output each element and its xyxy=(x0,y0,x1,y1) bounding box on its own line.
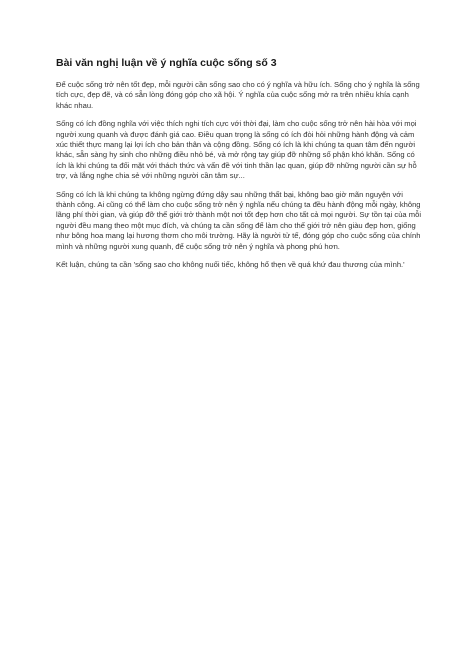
document-title: Bài văn nghị luận về ý nghĩa cuộc sống số 3 xyxy=(56,57,277,69)
document-body xyxy=(56,56,422,279)
paragraph-body-2: Sống có ích là khi chúng ta không ngừng đứng dậy sau những thất bại, không bao giờ mãn nguyện với thành công. Ai cũng có thể làm cho cuộc sống trở nên ý nghĩa nếu chúng ta đều hành động mỗi ngày, không lãng phí thời gian, và giúp đỡ thế giới trở thành một nơi tốt đẹp hơn cho tất cả mọi người. Sự tồn tại của mỗi người đều mang theo một mục đích, và chúng ta cần sống để làm cho thế giới trở nên giàu đẹp hơn, giống như bông hoa mang lại hương thơm cho môi trường. Hãy là người tử tế, đóng góp cho cuộc sống của chính mình và những người xung quanh, để cuộc sống trở nên ý nghĩa và phong phú hơn. xyxy=(56,189,422,251)
paragraph-intro: Để cuộc sống trở nên tốt đẹp, mỗi người cần sống sao cho có ý nghĩa và hữu ích. Sống cho ý nghĩa là sống tích cực, đẹp đẽ, và có sẵn lòng đóng góp cho xã hội. Ý nghĩa của cuộc sống mở ra trên nhiều khía cạnh khác nhau. xyxy=(56,80,420,110)
paragraph-conclusion: Kết luận, chúng ta cần 'sống sao cho không nuối tiếc, không hổ thẹn về quá khứ đau thương của mình.' xyxy=(56,260,405,270)
paragraph-body-1: Sống có ích đồng nghĩa với việc thích nghi tích cực với thời đại, làm cho cuộc sống trở nên hài hòa với mọi người xung quanh và được đánh giá cao. Điều quan trọng là sống có ích đòi hỏi những hành động và cảm xúc thiết thực mang lại lợi ích cho bản thân và cộng đồng. Sống có ích là khi chúng ta quan tâm đến người khác, sẵn sàng hy sinh cho những điều nhỏ bé, và mở rộng tay giúp đỡ những số phận khó khăn. Sống có ích là khi chúng ta đối mặt với thách thức và vấn đề với tinh thần lạc quan, giúp đỡ những người cần sự hỗ trợ, và lắng nghe chia sẻ với những người cần tâm sự... xyxy=(56,119,417,181)
